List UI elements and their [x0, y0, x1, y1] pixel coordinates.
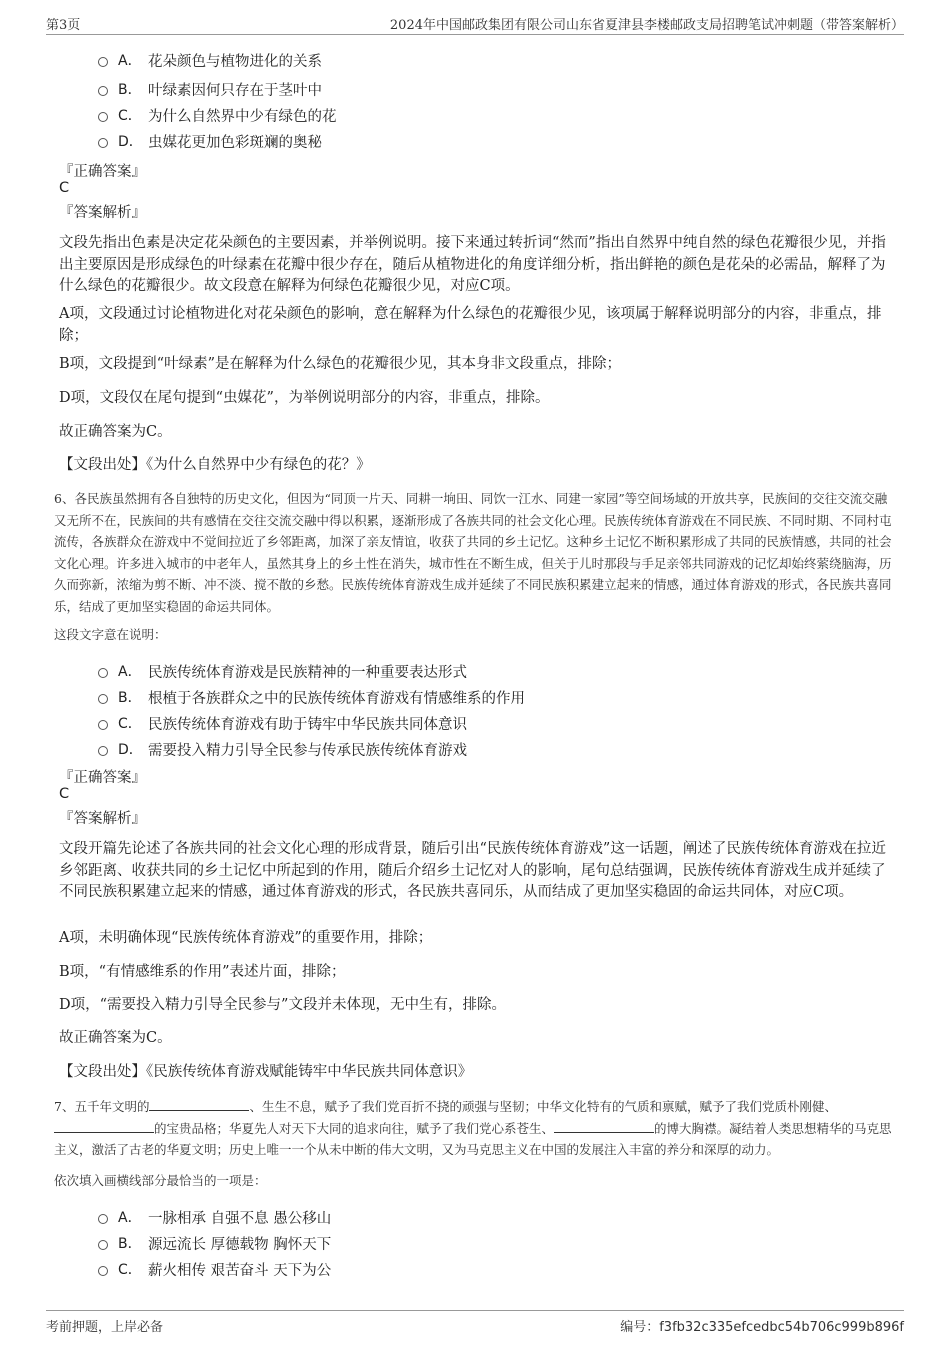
fill-blank: [149, 1098, 249, 1111]
q6-source: 【文段出处】《民族传统体育游戏赋能铸牢中华民族共同体意识》: [59, 1064, 473, 1080]
q6-conclusion: 故正确答案为C。: [59, 1030, 172, 1046]
q7-option-c[interactable]: C． 薪火相传 艰苦奋斗 天下为公: [98, 1258, 331, 1280]
q6-note-b: B项，“有情感维系的作用”表述片面，排除；: [59, 964, 346, 980]
radio-icon[interactable]: [98, 694, 108, 704]
q6-stem: 6、各民族虽然拥有各自独特的历史文化，但因为“同顶一片天、同耕一垧田、同饮一江水、同建一家园”等空间场域的开放共享，民族间的交往交流交融又无所不在，民族间的共有感情在交往交流交融中得以积累，逐渐形成了各族共同的社会文化心理。民族传统体育游戏在不同民族、不同时期、不同村屯流传，各族群众在游戏中不觉间拉近了乡邻距离，加深了亲友情谊，收获了共同的乡土记忆。这种乡土记忆不断积累形成了共同的民族情感，共同的社会文化心理。许多进入城市的中老年人，虽然其身上的乡土性在消失，城市性在不断生成，但关于儿时那段与手足亲邻共同游戏的记忆却始终萦绕脑海，历久而弥新，浓缩为剪不断、冲不淡、搅不散的乡愁。民族传统体育游戏生成并延续了不同民族积累建立起来的情感，通过体育游戏的形式，各民族共喜同乐，结成了更加坚实稳固的命运共同体。: [54, 491, 892, 614]
q7-option-a[interactable]: A． 一脉相承 自强不息 愚公移山: [98, 1206, 331, 1228]
fill-blank: [54, 1120, 154, 1133]
q5-answer: C: [59, 180, 70, 196]
q5-analysis: 文段先指出色素是决定花朵颜色的主要因素，并举例说明。接下来通过转折词“然而”指出自然界中纯自然的绿色花瓣很少见，并指出主要原因是形成绿色的叶绿素在花瓣中很少存在，随后从植物进化的角度详细分析，指出鲜艳的颜色是花朵的必需品，解释了为什么绿色的花瓣很少。故文段意在解释为何绿色花瓣很少见，对应C项。: [59, 235, 886, 294]
page-footer: [46, 1310, 904, 1335]
radio-icon[interactable]: [98, 1214, 108, 1224]
footer-code: 编号：f3fb32c335efcedbc54b706c999b896f: [620, 1320, 904, 1335]
radio-icon[interactable]: [98, 57, 108, 67]
q6-option-c[interactable]: C． 民族传统体育游戏有助于铸牢中华民族共同体意识: [98, 712, 467, 734]
q7-stem: 7、五千年文明的 、生生不息，赋予了我们党百折不挠的顽强与坚韧；中华文化特有的气质和禀赋，赋予了我们党质朴刚健、的宝贵品格；华夏先人对天下大同的追求向往，赋予了我们党心系苍生、 的博大胸襟。凝结着人类思想精华的马克思主义，激活了古老的华夏文明；历史上唯一一个从未中断的伟大文明，又为马克思主义在中国的发展注入丰富的养分和深厚的动力。: [54, 1099, 892, 1157]
q6-note-a: A项，未明确体现“民族传统体育游戏”的重要作用，排除；: [59, 930, 433, 946]
q6-option-d[interactable]: D． 需要投入精力引导全民参与传承民族传统体育游戏: [98, 738, 467, 760]
q5-note-b: B项，文段提到“叶绿素”是在解释为什么绿色的花瓣很少见，其本身非文段重点，排除；: [59, 356, 621, 372]
q6-analysis-label: 『答案解析』: [59, 811, 146, 827]
q5-option-b[interactable]: B． 叶绿素因何只存在于茎叶中: [98, 78, 322, 100]
q5-option-a[interactable]: A． 花朵颜色与植物进化的关系: [98, 49, 322, 71]
radio-icon[interactable]: [98, 668, 108, 678]
radio-icon[interactable]: [98, 1266, 108, 1276]
fill-blank: [554, 1120, 654, 1133]
q5-conclusion: 故正确答案为C。: [59, 424, 172, 440]
radio-icon[interactable]: [98, 138, 108, 148]
q5-answer-label: 『正确答案』: [59, 164, 146, 180]
radio-icon[interactable]: [98, 112, 108, 122]
q6-option-b[interactable]: B． 根植于各族群众之中的民族传统体育游戏有情感维系的作用: [98, 686, 525, 708]
q6-answer-label: 『正确答案』: [59, 770, 146, 786]
q5-option-d[interactable]: D． 虫媒花更加色彩斑斓的奥秘: [98, 130, 322, 152]
q5-source: 【文段出处】《为什么自然界中少有绿色的花？》: [59, 457, 371, 473]
document-title: 2024年中国邮政集团有限公司山东省夏津县李楼邮政支局招聘笔试冲刺题（带答案解析）: [389, 18, 904, 33]
radio-icon[interactable]: [98, 720, 108, 730]
radio-icon[interactable]: [98, 1240, 108, 1250]
q6-answer: C: [59, 786, 70, 802]
q5-option-c[interactable]: C． 为什么自然界中少有绿色的花: [98, 104, 337, 126]
page-number: 第3页: [46, 18, 81, 33]
q7-prompt: 依次填入画横线部分最恰当的一项是：: [54, 1173, 267, 1188]
q6-prompt: 这段文字意在说明：: [54, 627, 167, 642]
q7-option-b[interactable]: B． 源远流长 厚德载物 胸怀天下: [98, 1232, 331, 1254]
q6-option-a[interactable]: A． 民族传统体育游戏是民族精神的一种重要表达形式: [98, 660, 467, 682]
footer-slogan: 考前押题，上岸必备: [46, 1320, 164, 1335]
q6-note-d: D项，“需要投入精力引导全民参与”文段并未体现，无中生有，排除。: [59, 997, 506, 1013]
q5-note-a: A项，文段通过讨论植物进化对花朵颜色的影响，意在解释为什么绿色的花瓣很少见，该项属于解释说明部分的内容，非重点，排除；: [59, 306, 882, 344]
q5-analysis-label: 『答案解析』: [59, 205, 146, 221]
page-header: [46, 14, 904, 35]
q6-analysis: 文段开篇先论述了各族共同的社会文化心理的形成背景，随后引出“民族传统体育游戏”这一话题，阐述了民族传统体育游戏在拉近乡邻距离、收获共同的乡土记忆中所起到的作用，随后介绍乡土记忆对人的影响，尾句总结强调，民族传统体育游戏生成并延续了不同民族积累建立起来的情感，通过体育游戏的形式，各民族共喜同乐，从而结成了更加坚实稳固的命运共同体，对应C项。: [59, 841, 886, 900]
radio-icon[interactable]: [98, 86, 108, 96]
radio-icon[interactable]: [98, 746, 108, 756]
q5-note-d: D项，文段仅在尾句提到“虫媒花”，为举例说明部分的内容，非重点，排除。: [59, 390, 550, 406]
